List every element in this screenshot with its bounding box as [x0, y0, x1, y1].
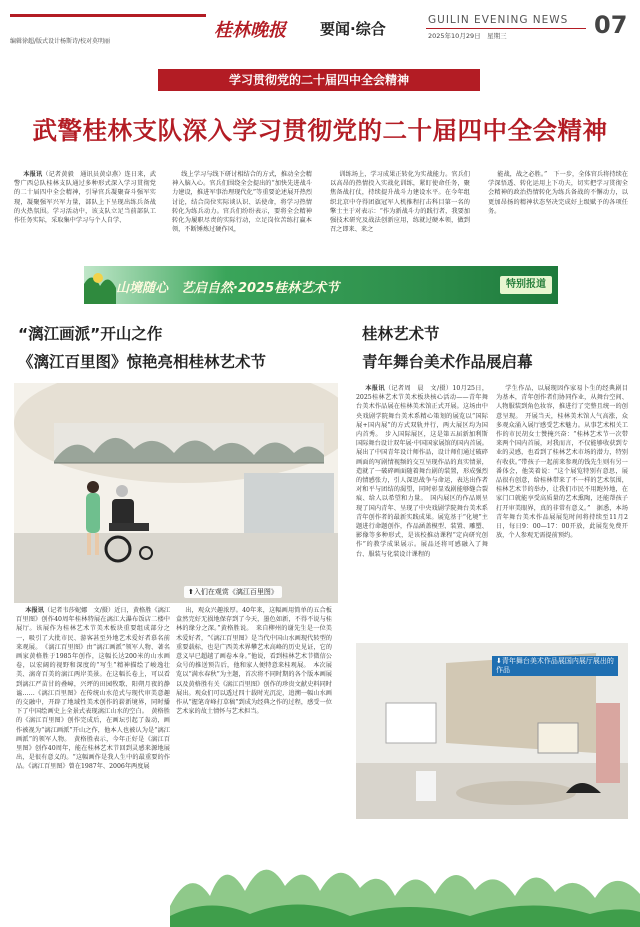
top-story-text-3: 训练场上，学习成果正转化为实战能力。官兵们以高昂的热情投入实战化训练，紧盯使命任务，聚焦备战打仗，持续提升战斗力建设水平。在今年组织北京中夺得团旗冠军人机推程打击科目第一名的擎士主于对表示：“作为新战斗力的践行者，我要加强技术研究及战法创新应用，练就过硬本领，做到召之即来、来之: [330, 171, 470, 234]
right-story-column-2: [496, 384, 628, 639]
top-story-column-4: [488, 170, 628, 260]
page-number: 07: [594, 11, 628, 39]
special-report-badge: 特别报道: [500, 276, 552, 294]
top-story-text-2: 线上学习与线下研讨相结合的方式，推动全会精神入脑入心。官兵们围绕全会提出的“加快先进战斗力建设，推进军事治理现代化”等重要论述展开热烈讨论，结合岗位实际谈认识、话使命，将学习热情转化为练兵动力。官兵们纷纷表示，要将全会精神转化为履职尽责的实际行动，立足岗位苦练打赢本领，不断锤炼过硬作风，: [172, 171, 312, 234]
left-photo-caption: ⬆入们在观赏《漓江百里图》: [184, 586, 282, 598]
top-story-lead: 本报讯: [23, 171, 43, 178]
top-story-text-1: 连日来，武警广西总队桂林支队通过多种形式深入学习贯彻党的二十届四中全会精神，引导官兵凝聚奋斗强军实现，凝聚强军兴军力量，部队上下呈现出练兵备战的火热氛围。学习活动中，该支队立足当前部队工作任务实际，采取集中学习与个人自学、: [14, 171, 156, 225]
left-story-lead: 本报讯: [25, 607, 44, 614]
main-headline: 武警桂林支队深入学习贯彻党的二十届四中全会精神: [32, 116, 608, 145]
right-story-headline-2: 青年舞台美术作品展启幕: [362, 353, 533, 371]
left-story-column-1: [16, 606, 170, 906]
masthead-rule-left: [10, 14, 206, 17]
top-story-column-1: [14, 170, 156, 260]
masthead-rule-right: [426, 28, 586, 29]
right-story-byline: （记者周 晨 文/摄）: [384, 385, 453, 392]
right-story-text-1: 10月25日，2025桂林艺术节美术板块核心活动——青年舞台美术作品展在桂林美术馆正式开展。这场由中央戏剧学院舞台美术系精心策划的展览以“国际展+国内展”的方式双轨并行，两大展区均为国内首秀。 步入国际展区，这是第五届新加利斯国际舞台设计双年展·中国国家展馆的国内首展。展出了中国青年设计师作品，设计师们通过破碎画面的写剧情视频的交互呈现作品的真实情景，造就了一破碎画面随着舞台剧的装置，形成强烈的情感张力，引人深思战争与命运，表达出作者对和平与团结的渴望，同时彰显戏剧能够缝合裂痕、给人以希望和力量。 国内展区的作品则呈现了国内青年、呈现了中央戏剧学院舞台美术系青年创作者的最新实践成果。展览基于“化境”主题进行命题创作，作品涵盖模型、装置、雕塑、影像等多种形式，是该校推动课程“定向研究创作”的教学成果展示。展品还将可感融入了舞台、服装与化装设计课程的: [356, 385, 488, 558]
left-story-column-2: [176, 606, 332, 838]
karst-mountain-decoration: [170, 836, 640, 927]
topic-banner: 学习贯彻党的二十届四中全会精神: [158, 69, 480, 91]
festival-title: 山境随心 艺启自然·2025桂林艺术节: [116, 281, 340, 296]
caption-arrow-icon: ⬆: [188, 588, 194, 596]
top-story-column-2: [172, 170, 312, 260]
top-story-text-4: 能战，战之必胜。” 下一步，全体官兵将持续在学深悟透、转化运用上下功夫，切实把学习贯彻全会精神的政治热情转化为练兵备战的不懈动力，以更加昂扬的精神状态坚决完成好上级赋予的各项任务。: [488, 171, 628, 215]
left-story-photo: [14, 383, 338, 603]
left-story-text-1: 近日，黄格胜《漓江百里图》创作40周年桂林特展在漓江大瀑布饭店二楼中展厅。该展作为桂林艺术节美术板块重要组成部分之一，吸引了大批市民、游客甚至外地艺术爱好者慕名前来观展。 《漓江百里图》由“漓江画派”领军人物、著名画家黄格胜于1985年创作，这幅长达200米的山水画卷，以宏阔的视野和深度的“写生”精神描绘了峻逸壮美、漓奇百美的漓江两岸美景。在这幅长卷上，可以看到漓江严苗甘的叠嶂，兴坪的田园牧歌、阳朔月夜的静谧……《漓江百里图》在传统山水范式与现代审美意趣的交融中，开辟了地域性美术创作的崭新境界，同时播下了中国绘画史上全景式表现漓江山水的空白。 黄格胜的《漓江百里图》创作完成后，在画坛引起了轰动，画作被视为“漓江画派”开山之作，他本人也被认为是“漓江画派”的领军人物。 黄格胜表示，今年正好是《漓江百里图》创作40周年，能在桂林艺术节回到灵感来源地展出，是很有意义的。“这幅画作是我人生中的最重要的作品。《漓江百里图》曾在1987年、2006年两度展: [16, 607, 170, 771]
right-story-lead: 本报讯: [365, 385, 385, 392]
top-story-column-3: [330, 170, 470, 260]
left-story-headline-1: “漓江画派”开山之作: [18, 325, 163, 343]
left-story-byline: （记者韦莎妮娜 文/摄）: [43, 607, 115, 614]
right-story-column-1: [356, 384, 488, 639]
exhibition-photo-illustration: [14, 383, 338, 603]
newspaper-name-en: GUILIN EVENING NEWS: [428, 14, 569, 26]
right-photo-caption: ⬇青年舞台美术作品展国内展厅展出的作品: [492, 656, 618, 676]
masthead-credits: 编辑徐超/版式设计杨斯诗/校对莫明丽: [10, 38, 111, 45]
issue-date: 2025年10月29日 星期三: [428, 32, 507, 40]
section-title: 要闻·综合: [320, 20, 386, 38]
right-story-text-2: 学生作品，以展现因作家易卜生的经典剧目为基本，青年创作者们协同作业，从舞台空间、人物服装到角色妆容，推进行了完整且统一的创意呈现。 开展当天，桂林美术馆人气高涨，众多观众涌入展厅感受艺术魅力。从事艺术相关工作的市民胡女士赞掩兴奋：“桂林艺术节一次带来两个国内首展，对我而言，不仅能够收获到专业的灵感，也看到了桂林艺术市场的潜力，特别有收获。”带孩子一起前来参观的钱先生则有另一番体会，他笑着说：“这个展览特别有意思，展品很有创意，给桂林带来了不一样的艺术氛围，桂林艺术节的举办，让我们市民不用跑外地，在家门口就能享受高质量的艺术熏陶，还能帮孩子打开审美眼界，真的非常有意义。” 据悉，本场青年舞台美术作品展展览时间将持续至11月2日，每日9：00—17：00开放，此展览免费开放，个人参观无需提前预约。: [496, 385, 628, 540]
newspaper-logo: 桂林晚报: [214, 20, 286, 41]
top-story-byline: （记者黄毅 通讯员黄卓燕）: [42, 171, 125, 178]
left-story-text-2: 出，观众兴趣浓厚。40年来，这幅画用简单的五合板盒然完好无损地保存到了今天，墨色如新，不得不说与桂林的缘分之深。”黄格胜说。 来自柳州的谢先生是一位美术爱好者，“《漓江百里图》是当代中国山水画现代转型的重要载标，也是广西美术界攀艺术高峰的历史见证，它的意义早已超越了画卷本身。”他说，看到桂林艺术节微信公众号的推送预告后，他和家人便特意来桂观展。 本次展览以“满水春秋”为主题，首次将不同时期的各个版本画展以及黄格胜有关《漓江百里图》创作的珍贵文献史料同时展出。观众们可以透过四十载时光沉淀，追溯一幅山水画作从“握笔奇峰打草稿”到成为经典之作的过程，感受一位艺术家的故土情怀与艺术担当。: [176, 607, 332, 716]
caption-arrow-icon: ⬇: [496, 657, 502, 665]
right-story-headline-1: 桂林艺术节: [362, 325, 440, 343]
left-story-headline-2: 《漓江百里图》惊艳亮相桂林艺术节: [18, 353, 267, 371]
